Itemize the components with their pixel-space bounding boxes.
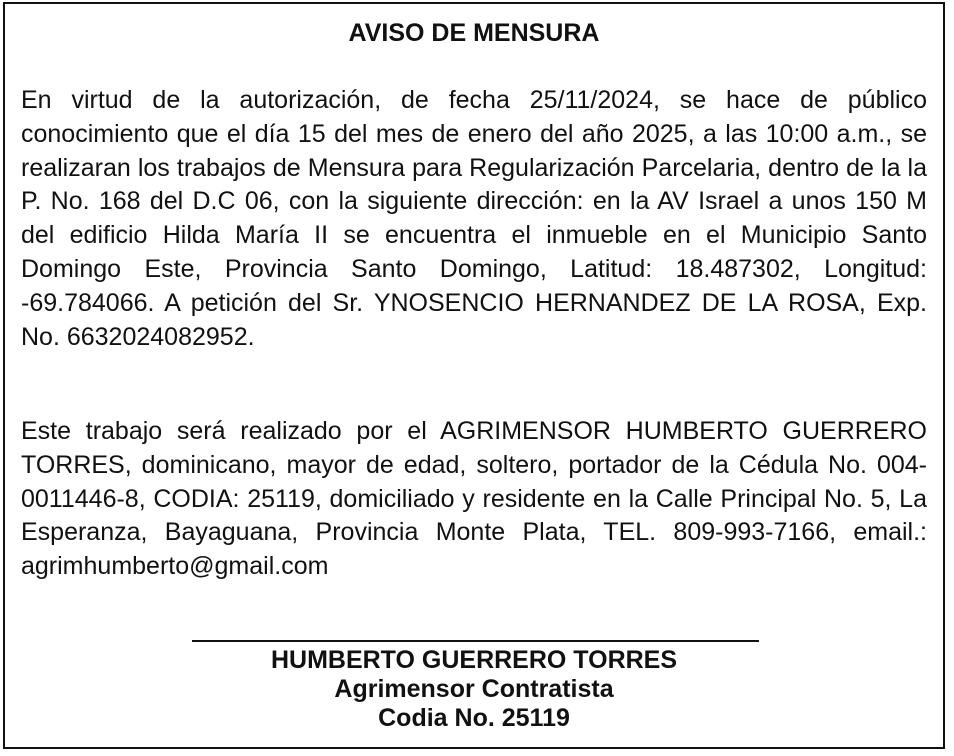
notice-paragraph-1: En virtud de la autorización, de fecha 25/11/2024, se hace de público conocimiento que el día 15 del mes de enero del año 2025, a las 10:00 a.m., se realizaran los trabajos de Mensura para Regularización Parcelaria, dentro de la la P. No. 168 del D.C 06, con la siguiente dirección: en la AV Israel a unos 150 M del edificio Hilda María II se encuentra el inmueble en el Municipio Santo Domingo Este, Provincia Santo Domingo, Latitud: 18.487302, Longitud: -69.784066. A petición del Sr. YNOSENCIO HERNANDEZ DE LA ROSA, Exp. No. 6632024082952. bbox=[21, 86, 927, 351]
signature-line bbox=[192, 640, 759, 642]
notice-box bbox=[3, 2, 945, 749]
notice-title: AVISO DE MENSURA bbox=[348, 19, 600, 47]
signature-role: Agrimensor Contratista bbox=[334, 675, 614, 703]
notice-paragraph-2: Este trabajo será realizado por el AGRIMENSOR HUMBERTO GUERRERO TORRES, dominicano, mayor de edad, soltero, portador de la Cédula No. 004-0011446-8, CODIA: 25119, domiciliado y residente en la Calle Principal No. 5, La Esperanza, Bayaguana, Provincia Monte Plata, TEL. 809-993-7166, email.: agrimhumberto@gmail.com bbox=[21, 417, 927, 581]
signature-name: HUMBERTO GUERRERO TORRES bbox=[270, 646, 678, 674]
signature-codia: Codia No. 25119 bbox=[378, 704, 570, 732]
